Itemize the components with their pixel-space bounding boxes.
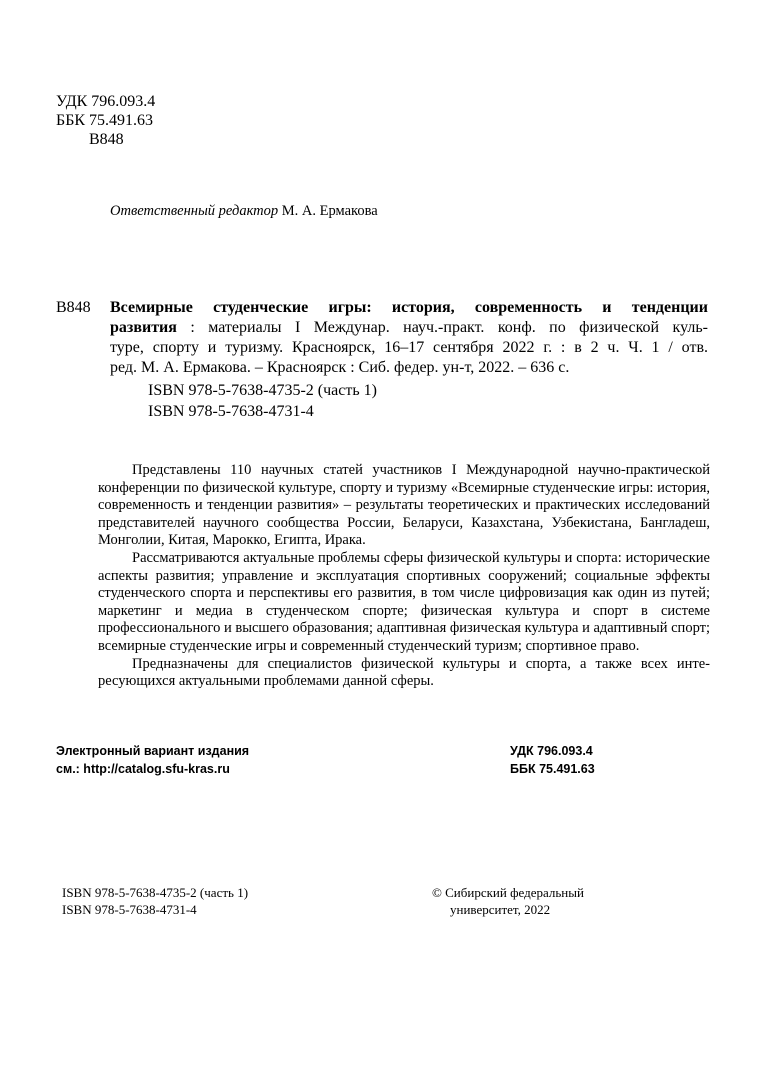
isbn-footer-general: ISBN 978-5-7638-4731-4 [62,902,197,917]
entry-line-4: ред. М. А. Ермакова. – Красноярск : Сиб. федер. ун-т, 2022. – 636 с. [110,359,570,376]
entry-description: : материалы I Междунар. науч.-практ. конф. по физической куль- [176,319,708,336]
editor-line [110,203,378,220]
bbk-code: ББК 75.491.63 [56,112,154,129]
entry-title-end: развития [110,319,177,336]
editor-role: Ответственный редактор [110,203,279,219]
abstract-paragraph-3: Предназначены для специалистов физической культуры и спорта, а также всех интересующихся актуальными проблемами данной сферы. [98,655,710,690]
isbn-part-1: ISBN 978-5-7638-4735-2 (часть 1) [148,382,377,399]
isbn-footer-part-1: ISBN 978-5-7638-4735-2 (часть 1) [62,885,249,900]
bibliographic-entry [56,298,708,422]
entry-code: В848 [56,299,91,316]
copyright-line-1: © Сибирский федеральный [432,885,584,900]
abstract-paragraph-1: Представлены 110 научных статей участников I Международной научно-практической конференции по физической культуре, спорту и туризму «Всемирные студенческие игры: история, современность и тенденции развития» – результаты теоретических и практических исследований представителей научного сообщества России, Беларуси, Казахстана, Узбекистана, Бангладеш, Монголии, Китая, Марокко, Египта, Ирака. [98,462,710,549]
editor-name: М. А. Ермакова [281,203,378,219]
author-mark: В848 [89,131,124,148]
electronic-version-label: Электронный вариант издания [56,744,250,758]
udk-code-footer: УДК 796.093.4 [510,744,593,758]
electronic-version-link[interactable]: см.: http://catalog.sfu-kras.ru [56,762,230,776]
entry-title: Всемирные студенческие игры: история, современность и тенденции [110,299,708,316]
abstract-paragraph-2: Рассматриваются актуальные проблемы сферы физической культуры и спорта: исторические аспекты развития; управление и эксплуатация спортивных сооружений; социальные эффекты студенческого спорта и перспективы его развития, в том числе цифровизация как один из путей; маркетинг и медиа в студенческом спорте; физическая культура и спорт в системе профессионального и высшего образования; адаптивная физическая культура и адаптивный спорт; всемирные студенческие игры и современный студенческий туризм; спортивное право. [98,549,710,654]
copyright [432,884,584,918]
abstract [98,462,710,691]
entry-line-3: туре, спорту и туризму. Красноярск, 16–17 сентября 2022 г. : в 2 ч. Ч. 1 / отв. [110,339,708,356]
electronic-version-note [56,742,249,778]
udk-code: УДК 796.093.4 [56,93,156,110]
copyright-line-2: университет, 2022 [450,902,551,917]
classification-footer [510,742,595,778]
isbn-footer [62,884,248,918]
bbk-code-footer: ББК 75.491.63 [510,762,595,776]
classification-block [56,92,155,149]
entry-body [110,298,708,378]
isbn-list [148,380,708,422]
isbn-general: ISBN 978-5-7638-4731-4 [148,403,314,420]
